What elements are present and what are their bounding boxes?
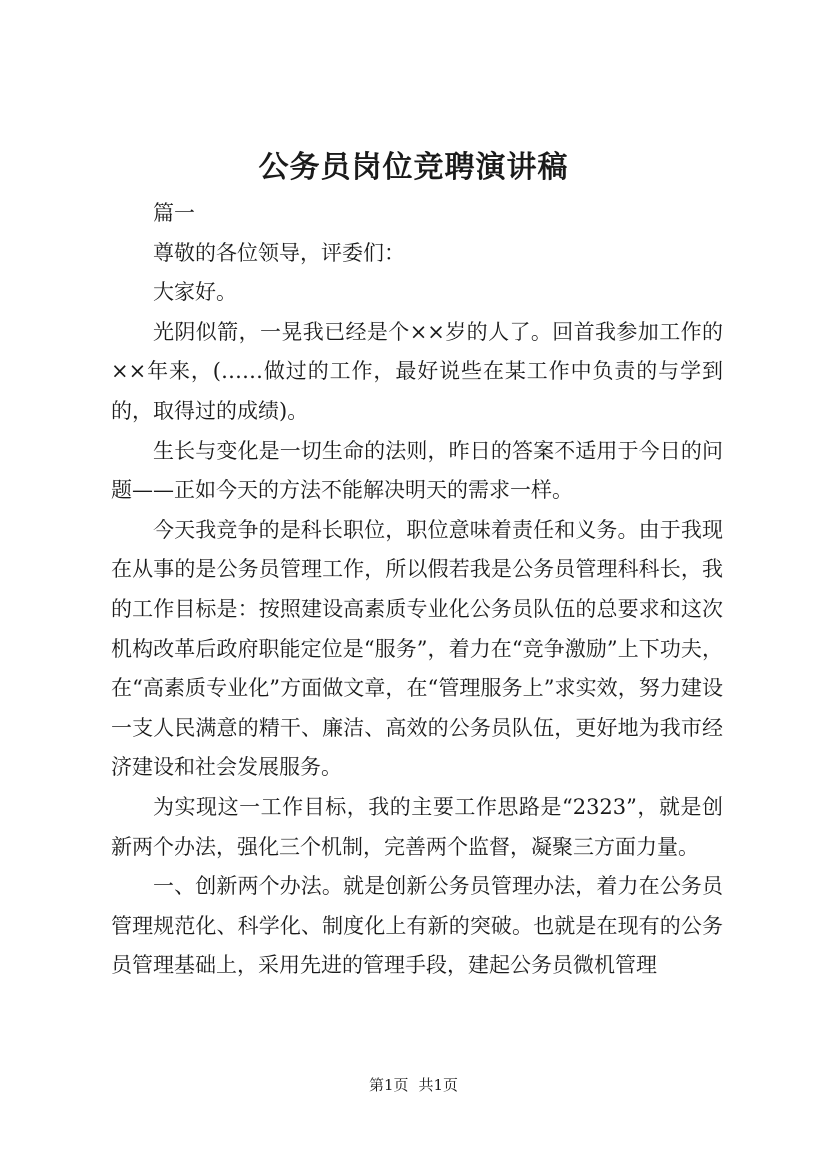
page-number: 第1页 <box>368 1076 409 1094</box>
body-paragraph: 光阴似箭，一晃我已经是个××岁的人了。回首我参加工作的××年来，(……做过的工作，最好说些在某工作中负责的与学到的，取得过的成绩)。 <box>111 319 723 423</box>
greeting: 大家好。 <box>153 280 237 305</box>
page-total: 共1页 <box>418 1076 459 1094</box>
page-footer <box>0 1074 827 1096</box>
body-paragraph: 今天我竞争的是科长职位，职位意味着责任和义务。由于我现在从事的是公务员管理工作，所以假若我是公务员管理科科长，我的工作目标是：按照建设高素质专业化公务员队伍的总要求和这次机构改革后政府职能定位是“服务”，着力在“竞争激励”上下功夫，在“高素质专业化”方面做文章，在“管理服务上”求实效，努力建设一支人民满意的精干、廉洁、高效的公务员队伍，更好地为我市经济建设和社会发展服务。 <box>111 517 723 780</box>
body-paragraph: 一、创新两个办法。就是创新公务员管理办法，着力在公务员管理规范化、科学化、制度化上有新的突破。也就是在现有的公务员管理基础上，采用先进的管理手段，建起公务员微机管理 <box>111 874 723 978</box>
document-title: 公务员岗位竞聘演讲稿 <box>258 150 569 185</box>
body-paragraph: 为实现这一工作目标，我的主要工作思路是“2323”，就是创新两个办法，强化三个机制，完善两个监督，凝聚三方面力量。 <box>111 794 723 859</box>
section-heading: 篇一 <box>153 201 195 225</box>
salutation: 尊敬的各位领导，评委们： <box>153 240 405 265</box>
body-paragraph: 生长与变化是一切生命的法则，昨日的答案不适用于今日的问题——正如今天的方法不能解决明天的需求一样。 <box>111 438 723 503</box>
document-body <box>111 194 723 986</box>
